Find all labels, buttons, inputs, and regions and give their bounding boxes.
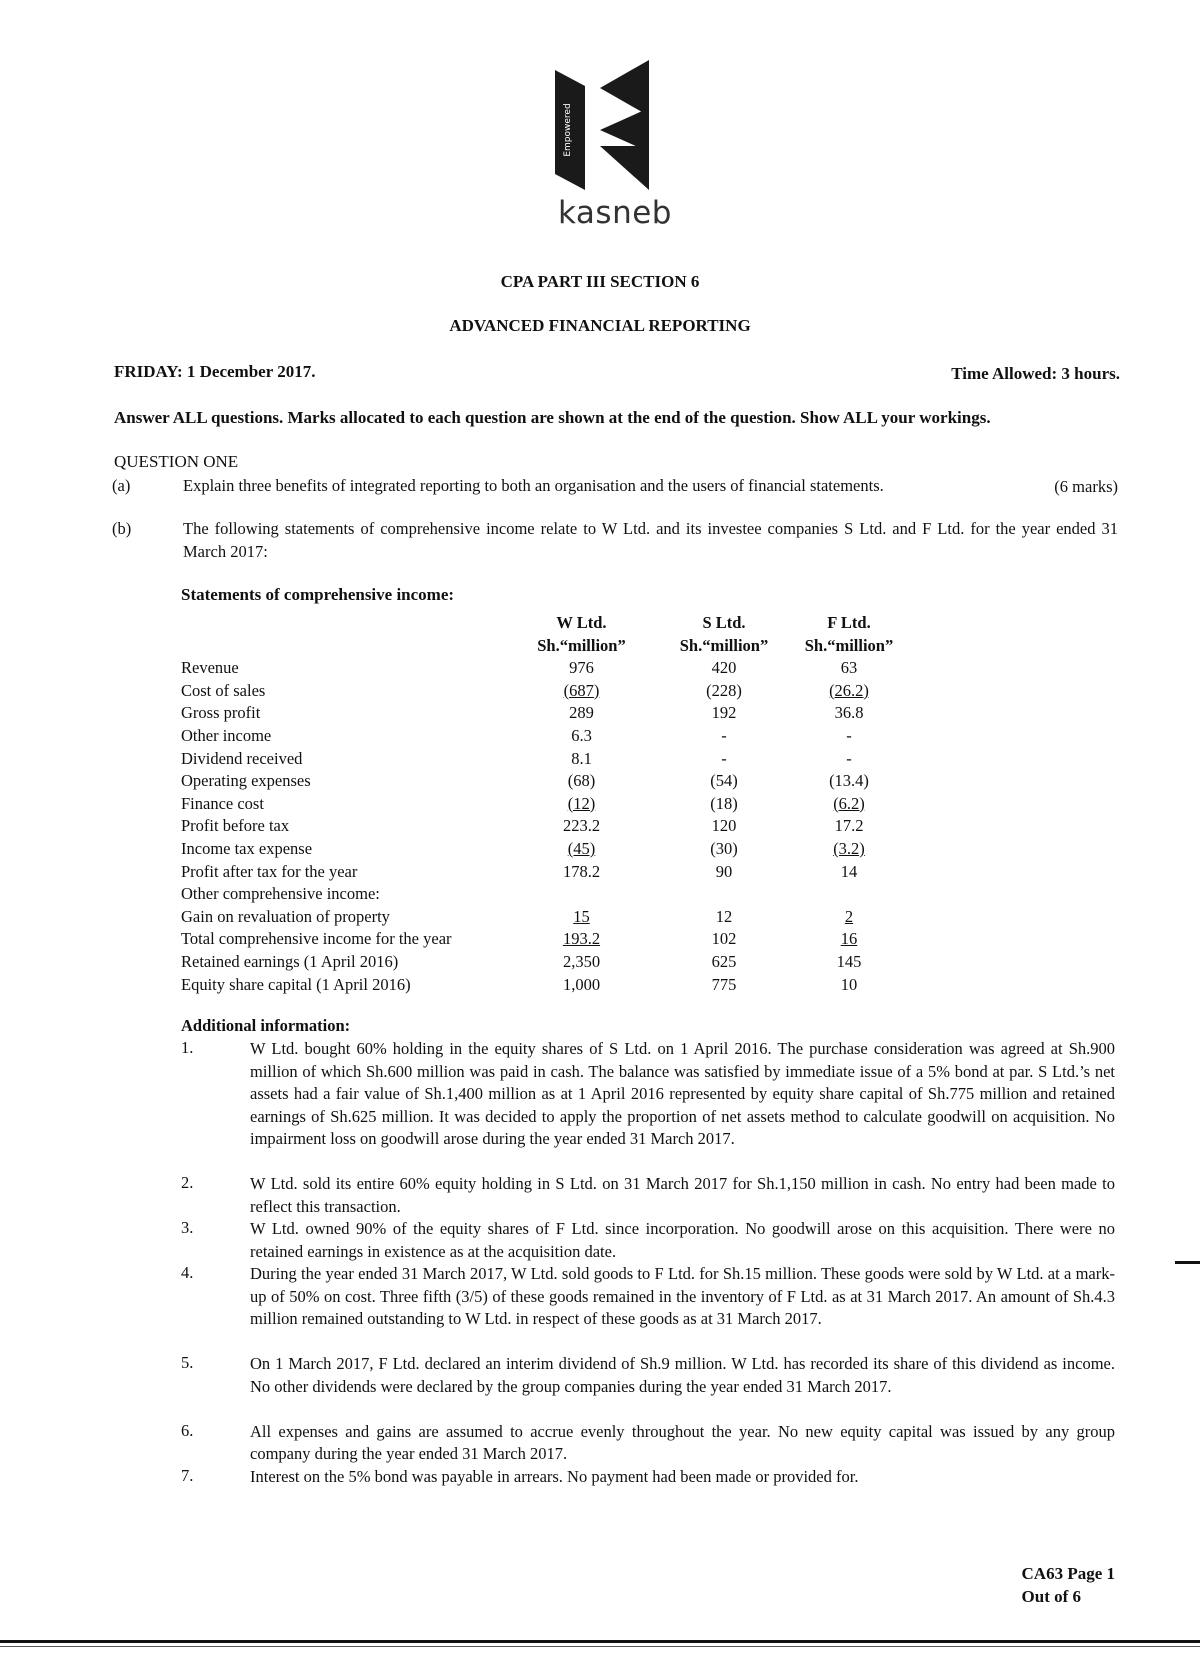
table-row <box>181 861 899 884</box>
table-row <box>181 974 899 997</box>
column-header-name: F Ltd. <box>827 613 871 632</box>
bottom-rule-thin <box>0 1646 1200 1647</box>
list-item-number: 3. <box>181 1218 194 1237</box>
list-item-number: 7. <box>181 1465 194 1485</box>
list-item: All expenses and gains are assumed to accrue evenly throughout the year. No new equity capital was issued by any group company during the year ended 31 March 2017. <box>250 1421 1115 1463</box>
w-ltd-value: 2,350 <box>562 951 601 971</box>
w-ltd-value: 8.1 <box>571 748 592 768</box>
list-item-number: 6. <box>181 1420 194 1440</box>
w-ltd-value: 1,000 <box>562 974 601 994</box>
instructions: Answer ALL questions. Marks allocated to each question are shown at the end of the question. Show ALL your workings. <box>114 408 991 427</box>
additional-heading: Additional information: <box>181 1016 351 1035</box>
row-label: Operating expenses <box>181 771 311 791</box>
w-ltd-value: 976 <box>569 658 594 678</box>
list-item: W Ltd. bought 60% holding in the equity shares of S Ltd. on 1 April 2016. The purchase consideration was agreed at Sh.900 million of which Sh.600 million was paid in cash. The balance was satisfied by immediate issue of a 5% bond at par. S Ltd.’s net assets had a fair value of Sh.1,400 million as at 1 April 2016 represented by equity share capital of Sh.775 million and retained earnings of Sh.625 million. It was decided to apply the proportion of net assets method to calculate goodwill on acquisition. No impairment loss on goodwill arose during the year ended 31 March 2017. <box>250 1039 1115 1148</box>
part-a-label: (a) <box>112 476 131 495</box>
statement-table <box>181 612 899 996</box>
table-row <box>181 883 899 906</box>
w-ltd-value: 289 <box>569 703 594 723</box>
list-item: W Ltd. owned 90% of the equity shares of F Ltd. since incorporation. No goodwill arose on this acquisition. There were no retained earnings in existence as at the acquisition date. <box>250 1219 1115 1261</box>
page-code: CA63 Page 1 <box>1021 1564 1115 1583</box>
table-header-row <box>181 635 899 658</box>
margin-mark <box>1175 1261 1200 1264</box>
row-label: Equity share capital (1 April 2016) <box>181 974 411 994</box>
s-ltd-value: 120 <box>711 816 737 836</box>
table-row <box>181 815 899 838</box>
f-ltd-value: 17.2 <box>834 816 864 836</box>
list-item: On 1 March 2017, F Ltd. declared an interim dividend of Sh.9 million. W Ltd. has recorded its share of this dividend as income. No other dividends were declared by the group companies during the year ended 31 March 2017. <box>250 1354 1115 1396</box>
f-ltd-value: 10 <box>840 974 858 994</box>
table-row <box>181 702 899 725</box>
s-ltd-value: (54) <box>710 771 738 791</box>
s-ltd-value: - <box>721 725 727 745</box>
table-row <box>181 928 899 951</box>
s-ltd-value: 775 <box>711 974 737 994</box>
s-ltd-value: 420 <box>711 658 737 678</box>
f-ltd-value: (26.2) <box>829 680 869 700</box>
w-ltd-value: (687) <box>563 680 600 700</box>
table-row <box>181 793 899 816</box>
w-ltd-value: (45) <box>567 838 596 858</box>
row-label: Gain on revaluation of property <box>181 906 390 926</box>
list-item-number: 4. <box>181 1263 194 1282</box>
s-ltd-value: 12 <box>715 906 733 926</box>
row-label: Finance cost <box>181 793 264 813</box>
logo-wordmark: kasneb <box>558 195 672 231</box>
list-item: Interest on the 5% bond was payable in arrears. No payment had been made or provided for. <box>250 1466 859 1486</box>
page-footer <box>1022 1562 1115 1608</box>
w-ltd-value: 178.2 <box>562 861 601 881</box>
row-label: Other income <box>181 725 272 745</box>
table-row <box>181 951 899 974</box>
f-ltd-value: 145 <box>836 951 862 971</box>
f-ltd-value: 2 <box>844 906 854 926</box>
kasneb-logo <box>555 60 680 200</box>
logo-upper-triangle <box>600 60 649 116</box>
row-label: Other comprehensive income: <box>181 884 380 904</box>
f-ltd-value: (6.2) <box>833 793 865 813</box>
column-header-name: W Ltd. <box>556 613 607 632</box>
f-ltd-value: 14 <box>840 861 858 881</box>
s-ltd-value: - <box>721 748 727 768</box>
w-ltd-value: 193.2 <box>562 929 601 949</box>
list-item-number: 1. <box>181 1038 194 1057</box>
column-header-unit: Sh.“million” <box>679 635 769 655</box>
table-row <box>181 906 899 929</box>
table-row <box>181 680 899 703</box>
f-ltd-value: 36.8 <box>834 703 864 723</box>
table-row <box>181 748 899 771</box>
exam-date: FRIDAY: 1 December 2017. <box>114 362 316 381</box>
column-header-unit: Sh.“million” <box>537 635 626 655</box>
page-of: Out of 6 <box>1021 1587 1082 1606</box>
f-ltd-value: 63 <box>840 658 858 678</box>
part-b-text: The following statements of comprehensive income relate to W Ltd. and its investee companies S Ltd. and F Ltd. for the year ended 31 March 2017: <box>183 519 1118 561</box>
s-ltd-value: (18) <box>710 793 738 813</box>
list-item: During the year ended 31 March 2017, W Ltd. sold goods to F Ltd. for Sh.15 million. These goods were sold by W Ltd. at a mark-up of 50% on cost. Three fifth (3/5) of these goods remained in the inventory of F Ltd. as at 31 March 2017. An amount of Sh.4.3 million remained outstanding to W Ltd. in respect of these goods as at 31 March 2017. <box>250 1264 1115 1328</box>
w-ltd-value: (12) <box>567 793 596 813</box>
row-label: Dividend received <box>181 748 303 768</box>
bottom-rule <box>0 1640 1200 1643</box>
row-label: Profit before tax <box>181 816 290 836</box>
question-heading: QUESTION ONE <box>114 452 239 471</box>
w-ltd-value: 223.2 <box>562 816 601 836</box>
w-ltd-value: 6.3 <box>571 725 592 745</box>
exam-title: CPA PART III SECTION 6 <box>500 272 700 291</box>
row-label: Income tax expense <box>181 838 313 858</box>
w-ltd-value: (68) <box>567 771 596 791</box>
f-ltd-value: (13.4) <box>829 771 869 791</box>
s-ltd-value: (228) <box>706 680 742 700</box>
list-item: W Ltd. sold its entire 60% equity holding in S Ltd. on 31 March 2017 for Sh.1,150 million in cash. No entry had been made to reflect this transaction. <box>250 1174 1115 1216</box>
s-ltd-value: 625 <box>711 951 737 971</box>
table-header-row <box>181 612 899 635</box>
f-ltd-value: 16 <box>840 929 858 949</box>
logo-lower-triangle <box>600 146 649 190</box>
f-ltd-value: (3.2) <box>833 838 865 858</box>
row-label: Cost of sales <box>181 680 266 700</box>
column-header-unit: Sh.“million” <box>804 635 894 655</box>
part-b-label: (b) <box>112 519 132 538</box>
part-a-marks: (6 marks) <box>1054 477 1118 496</box>
logo-middle-triangle <box>600 108 649 152</box>
list-item-number: 2. <box>181 1173 194 1192</box>
w-ltd-value: 15 <box>573 906 590 926</box>
table-row <box>181 725 899 748</box>
s-ltd-value: (30) <box>710 838 738 858</box>
row-label: Gross profit <box>181 703 261 723</box>
table-row <box>181 770 899 793</box>
table-row <box>181 838 899 861</box>
f-ltd-value: - <box>846 748 852 768</box>
s-ltd-value: 90 <box>715 861 733 881</box>
f-ltd-value: - <box>846 725 852 745</box>
logo-tagline: Empowered <box>563 103 573 157</box>
table-row <box>181 657 899 680</box>
list-item-number: 5. <box>181 1353 194 1372</box>
row-label: Revenue <box>181 658 239 678</box>
column-header-name: S Ltd. <box>702 613 746 632</box>
row-label: Retained earnings (1 April 2016) <box>181 951 399 971</box>
part-a-text: Explain three benefits of integrated reporting to both an organisation and the users of financial statements. <box>183 476 884 495</box>
s-ltd-value: 192 <box>711 703 737 723</box>
statement-heading: Statements of comprehensive income: <box>181 585 455 604</box>
time-allowed: Time Allowed: 3 hours. <box>951 364 1120 383</box>
paper-title: ADVANCED FINANCIAL REPORTING <box>449 316 751 335</box>
s-ltd-value: 102 <box>711 929 737 949</box>
row-label: Total comprehensive income for the year <box>181 929 452 949</box>
row-label: Profit after tax for the year <box>181 861 358 881</box>
